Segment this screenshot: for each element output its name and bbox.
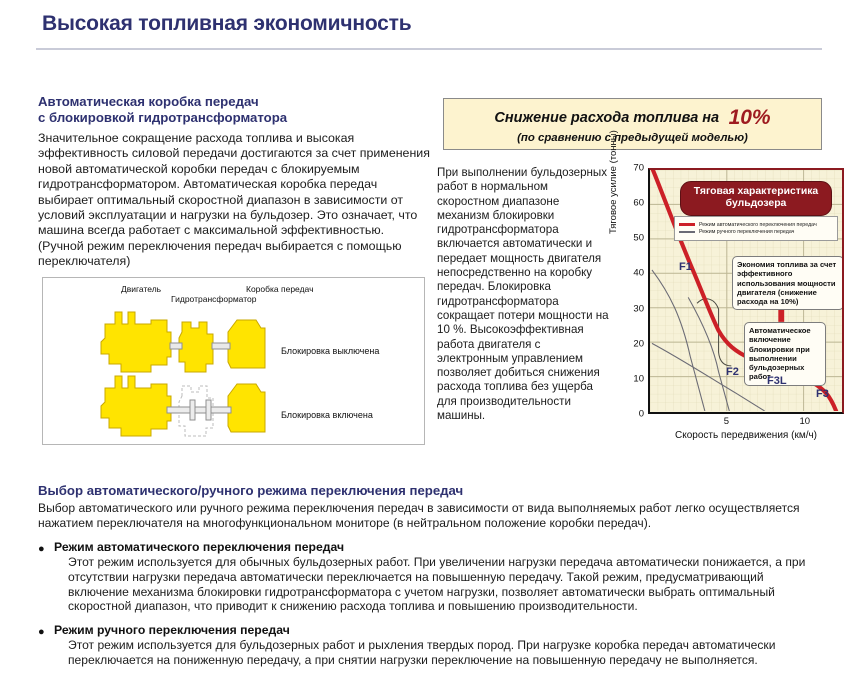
bottom-heading: Выбор автоматического/ручного режима переключения передач (38, 483, 464, 498)
gear-label-f2: F2 (726, 366, 739, 378)
y-tick-40: 40 (633, 267, 644, 279)
chart-x-axis-title: Скорость передвижения (км/ч) (674, 430, 818, 441)
banner-subtext: (по сравнению с предыдущей моделью) (517, 132, 748, 144)
y-tick-20: 20 (633, 338, 644, 350)
y-tick-70: 70 (633, 162, 644, 174)
gear-label-f3: F3 (816, 388, 829, 400)
chart-x-axis-ticks (648, 416, 844, 430)
title-divider (36, 48, 822, 50)
left-heading (38, 94, 430, 126)
bullet-glyph-icon: ● (38, 543, 45, 555)
bullet-item-automatic (38, 540, 824, 614)
legend-item-auto (679, 222, 833, 228)
mid-column-text: При выполнении бульдозерных работ в нормальном скоростном диапазоне механизм блокировки гидротрансформатора включается автоматически и передает мощность двигателя непосредственно на коробку передач. Блокировка гидротрансформатора сокращает потери мощности на 10 %. Высокоэффективная работа двигателя с электронным управлением позволяет добиться снижения расхода топлива без ущерба для производительности машины. (437, 166, 609, 423)
y-tick-0: 0 (638, 408, 644, 420)
x-tick-10: 10 (799, 416, 811, 427)
diagram-caption-lockup-off: Блокировка выключена (281, 346, 380, 356)
diagram-label-engine: Двигатель (121, 284, 162, 294)
gear-label-f3l: F3L (767, 375, 787, 387)
chart-y-axis-title: Тяговое усилие (тонны) (608, 130, 619, 234)
diagram-label-torque-converter: Гидротрансформатор (171, 294, 257, 304)
bullet-title-manual: Режим ручного переключения передач (54, 623, 290, 638)
legend-label-manual: Режим ручного переключения передач (699, 229, 795, 235)
legend-item-manual (679, 229, 833, 235)
bottom-intro-text: Выбор автоматического или ручного режима переключения передач в зависимости от вида выполняемых работ легко осуществляется нажатием переключателя на многофункциональном мониторе (в нейтральном положение коробки передач). (38, 501, 800, 530)
bullet-glyph-icon: ● (38, 626, 45, 639)
diagram-lockup-on-graphic (43, 366, 426, 446)
page-title: Высокая топливная экономичность (42, 12, 412, 35)
chart-legend (674, 216, 838, 241)
diagram-caption-lockup-on: Блокировка включена (281, 410, 373, 420)
y-tick-60: 60 (633, 197, 644, 209)
bottom-section (38, 483, 824, 668)
chart-y-axis-ticks (622, 162, 644, 420)
y-tick-30: 30 (633, 303, 644, 315)
left-heading-line2: с блокировкой гидротрансформатора (38, 110, 288, 125)
legend-label-auto: Режим автоматического переключения передач (699, 221, 817, 228)
chart-title: Тяговая характеристика бульдозера (680, 181, 832, 216)
bullet-item-manual (38, 623, 824, 668)
fuel-saving-callout: Экономия топлива за счет эффективного использования мощности двигателя (снижение расхода на 10%) (732, 256, 844, 310)
y-tick-10: 10 (633, 373, 644, 385)
auto-lockup-callout: Автоматическое включение блокировки при выполнении бульдозерных работ (744, 322, 826, 386)
bullet-text-manual: Этот режим используется для бульдозерных работ и рыхления твердых пород. При нагрузке коробка передач автоматически переключается на пониженную передачу, а при снятии нагрузки переключение на повышенную передачу не выполняется. (68, 638, 776, 667)
bullet-title-automatic: Режим автоматического переключения передач (54, 540, 345, 554)
left-column (38, 94, 430, 270)
banner-main-text: Снижение расхода топлива на (494, 110, 720, 126)
x-tick-5: 5 (723, 416, 730, 427)
fuel-reduction-banner (443, 98, 822, 150)
legend-swatch-manual-icon (679, 231, 695, 233)
banner-percent-value: 10% (728, 106, 771, 129)
gear-label-f1: F1 (679, 261, 692, 273)
left-heading-line1: Автоматическая коробка передач (38, 94, 259, 109)
bullet-text-automatic: Этот режим используется для обычных бульдозерных работ. При увеличении нагрузки передача автоматически понижается, а при отсутствии нагрузки передача автоматически переключается на повышенную передачу. Такой режим, предусматривающий включение механизма блокировки гидротрансформатора с учетом нагрузки, позволяет автоматически выбрать оптимальный скоростной диапазон, что приводит к снижению расхода топлива и повышению производительности. (68, 555, 806, 614)
powertrain-diagram-panel (42, 277, 425, 445)
legend-swatch-auto-icon (679, 223, 695, 226)
diagram-label-transmission: Коробка передач (246, 284, 314, 294)
left-body-text: Значительное сокращение расхода топлива и высокая эффективность силовой передачи достигаются за счет применения новой автоматической коробки передач с блокируемым гидротрансформатором. Автоматическая коробка передач выбирает оптимальный скоростной диапазон в зависимости от условий эксплуатации и нагрузки на бульдозер. Это означает, что машина всегда работает с максимальной эффективностью. (Ручной режим переключения передач выбирается с помощью переключателя) (38, 131, 430, 269)
chart-plot-area (648, 168, 844, 414)
y-tick-50: 50 (633, 232, 644, 244)
